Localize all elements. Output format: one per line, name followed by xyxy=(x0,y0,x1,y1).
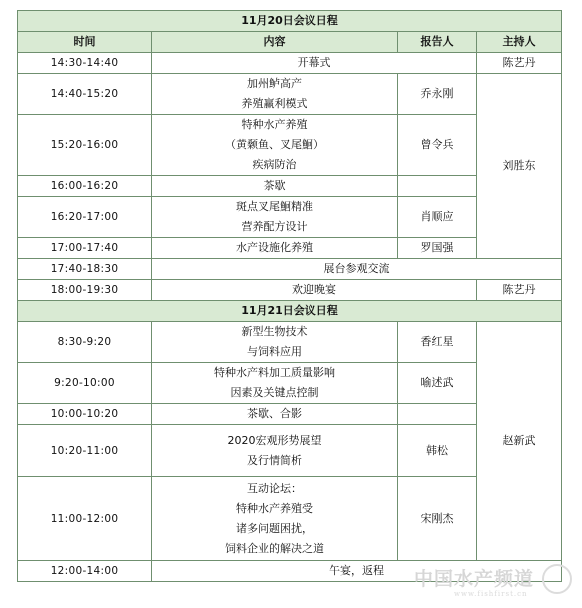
schedule-table xyxy=(17,10,562,582)
header-content: 内容 xyxy=(152,32,398,53)
row-time: 18:00-19:30 xyxy=(18,280,152,301)
row-time: 12:00-14:00 xyxy=(18,561,152,582)
day1-title: 11月20日会议日程 xyxy=(18,11,562,32)
row-content: 午宴，返程 xyxy=(152,561,562,582)
row-reporter: 罗国强 xyxy=(398,238,477,259)
row-content: 特种水产养殖 （黄颡鱼、叉尾鮰） 疾病防治 xyxy=(152,115,398,176)
row-time: 9:20-10:00 xyxy=(18,363,152,404)
row-reporter: 香红星 xyxy=(398,322,477,363)
day1-title-row xyxy=(18,11,562,32)
watermark-url: www.fishfirst.cn xyxy=(454,590,528,598)
row-time: 16:20-17:00 xyxy=(18,197,152,238)
row-content: 茶歇 xyxy=(152,176,398,197)
day2-title: 11月21日会议日程 xyxy=(18,301,562,322)
row-reporter: 喻述武 xyxy=(398,363,477,404)
merged-host-cell: 刘胜东 xyxy=(477,74,562,259)
table-row xyxy=(18,259,562,280)
merged-host-cell: 赵新武 xyxy=(477,322,562,561)
row-time: 15:20-16:00 xyxy=(18,115,152,176)
row-reporter xyxy=(398,404,477,425)
row-content: 开幕式 xyxy=(152,53,477,74)
row-content: 茶歇、合影 xyxy=(152,404,398,425)
row-time: 8:30-9:20 xyxy=(18,322,152,363)
table-row xyxy=(18,53,562,74)
row-reporter xyxy=(398,176,477,197)
row-reporter: 韩松 xyxy=(398,425,477,477)
row-content: 加州鲈高产 养殖赢利模式 xyxy=(152,74,398,115)
header-row xyxy=(18,32,562,53)
row-content: 新型生物技术 与饲料应用 xyxy=(152,322,398,363)
row-time: 17:40-18:30 xyxy=(18,259,152,280)
table-row xyxy=(18,74,562,115)
row-host: 陈艺丹 xyxy=(477,53,562,74)
row-time: 17:00-17:40 xyxy=(18,238,152,259)
row-time: 11:00-12:00 xyxy=(18,477,152,561)
row-content: 互动论坛： 特种水产养殖受 诸多问题困扰， 饲料企业的解决之道 xyxy=(152,477,398,561)
row-reporter: 宋刚杰 xyxy=(398,477,477,561)
row-content: 展台参观交流 xyxy=(152,259,562,280)
row-reporter: 肖顺应 xyxy=(398,197,477,238)
day2-title-row xyxy=(18,301,562,322)
header-host: 主持人 xyxy=(477,32,562,53)
row-time: 16:00-16:20 xyxy=(18,176,152,197)
row-host: 陈艺丹 xyxy=(477,280,562,301)
watermark-main: 中国水产频道 xyxy=(414,568,535,590)
table-row xyxy=(18,322,562,363)
row-time: 14:40-15:20 xyxy=(18,74,152,115)
row-time: 10:00-10:20 xyxy=(18,404,152,425)
table-row xyxy=(18,280,562,301)
row-reporter: 曾令兵 xyxy=(398,115,477,176)
row-content: 特种水产料加工质量影响 因素及关键点控制 xyxy=(152,363,398,404)
row-content: 2020宏观形势展望 及行情简析 xyxy=(152,425,398,477)
row-content: 水产设施化养殖 xyxy=(152,238,398,259)
header-reporter: 报告人 xyxy=(398,32,477,53)
header-time: 时间 xyxy=(18,32,152,53)
row-content: 斑点叉尾鮰精准 营养配方设计 xyxy=(152,197,398,238)
row-content: 欢迎晚宴 xyxy=(152,280,477,301)
row-time: 10:20-11:00 xyxy=(18,425,152,477)
row-time: 14:30-14:40 xyxy=(18,53,152,74)
watermark xyxy=(414,568,564,602)
row-reporter: 乔永刚 xyxy=(398,74,477,115)
